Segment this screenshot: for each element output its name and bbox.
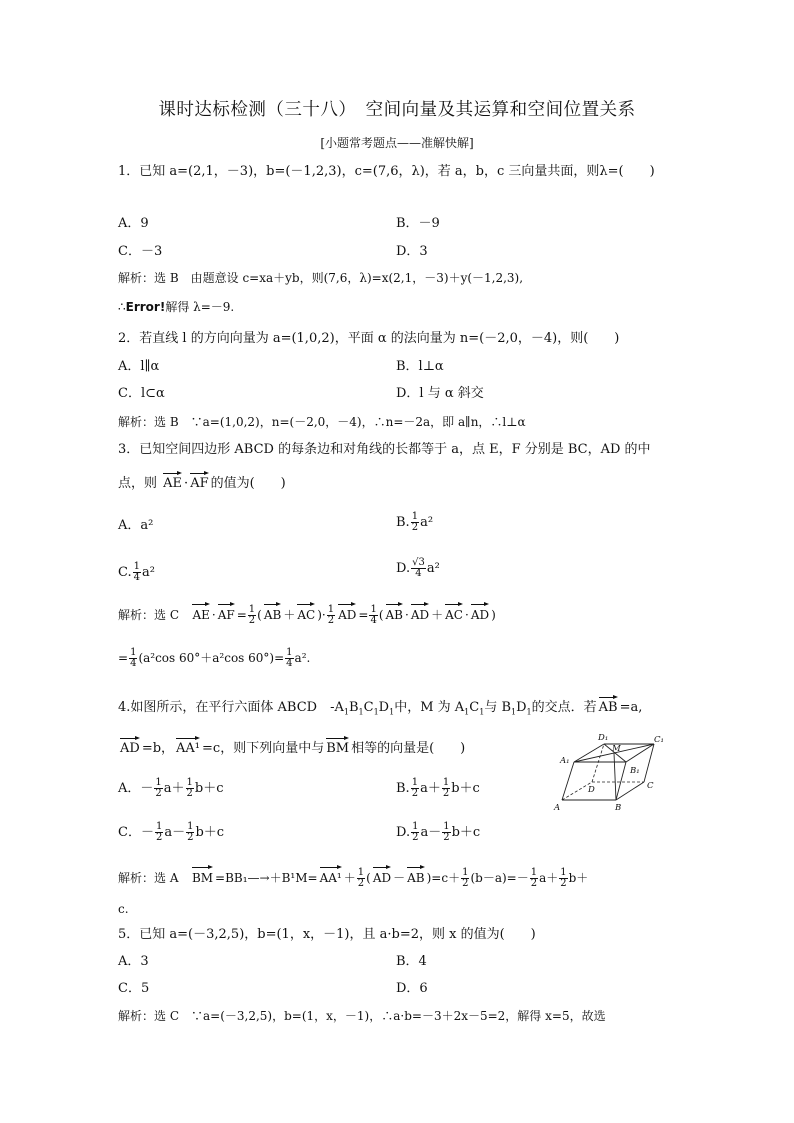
q4-option-d: D. $\frac{1}{2}$ a－ $\frac{1}{2}$ b＋c (396, 821, 481, 843)
q2-option-d: D．l 与 α 斜交 (396, 386, 484, 401)
figure-label-d1: D₁ (598, 733, 609, 743)
q2-stem: 2．若直线 l 的方向向量为 a=(1,0,2)，平面 α 的法向量为 n=(－2,0，－4)，则( ) (118, 331, 620, 346)
q2-option-b: B．l⊥α (396, 359, 444, 374)
q2-option-a: A．l∥α (118, 359, 160, 374)
figure-label-c1: C₁ (654, 735, 664, 745)
vector-bm: BM (326, 737, 349, 757)
figure-label-a: A (554, 803, 561, 813)
figure-label-c: C (647, 781, 654, 791)
q3-option-c (118, 562, 155, 583)
q1-stem: 1．已知 a=(2,1，－3)，b=(－1,2,3)，c=(7,6，λ)，若 a，b，c 三向量共面，则λ=( ) (118, 164, 655, 179)
q4-stem-line1: 4.如图所示，在平行六面体 ABCD $-A_1B_1C_1D_1$中，M 为 $A_1C_1$与 $B_1D_1$的交点．若 AB =a, (118, 696, 642, 716)
q2-solution: 解析：选 B ∵a=(1,0,2)，n=(－2,0，－4)，∴n=－2a，即 a∥n，∴l⊥α (118, 415, 526, 429)
figure-label-a1: A₁ (560, 756, 570, 766)
parallelepiped-figure (552, 730, 670, 814)
option-letter: B. (396, 515, 410, 530)
q3-stem-suffix: 的值为( ) (210, 476, 286, 491)
q1-solution-line2 (118, 299, 234, 315)
vector-aa1: AA¹ (176, 737, 200, 757)
figure-label-b1: B₁ (630, 766, 640, 776)
q4-option-c: C．－ $\frac{1}{2}$ a－ $\frac{1}{2}$ b＋c (118, 821, 225, 843)
page-title: 课时达标检测（三十八） 空间向量及其运算和空间位置关系 (158, 100, 636, 120)
vector-af: AF (190, 472, 208, 492)
q1-option-c: C．－3 (118, 244, 163, 259)
q3-solution-line2: = $\frac{1}{4}$ (a²cos 60°＋a²cos 60°)= $\frac{1}{4}$ a². (118, 647, 311, 669)
vector-ab: AB (599, 696, 618, 716)
q3-stem-line2 (118, 472, 286, 492)
q5-stem: 5．已知 a=(－3,2,5)，b=(1，x，－1)，且 a·b=2，则 x 的值为( ) (118, 927, 536, 942)
q3-option-a: A．a² (118, 518, 154, 533)
q5-option-c: C．5 (118, 981, 150, 996)
q5-option-b: B．4 (396, 954, 427, 969)
q4-solution-line2: c. (118, 902, 129, 916)
fraction-root3-over-4: $\frac{√3}{4}$ (412, 557, 425, 579)
fraction-one-half: $\frac{1}{2}$ (411, 511, 419, 533)
dot-operator: · (184, 476, 189, 491)
vector-ad: AD (120, 737, 140, 757)
therefore-symbol: ∴ (118, 300, 126, 314)
q3-stem-line1: 3．已知空间四边形 ABCD 的每条边和对角线的长都等于 a，点 E，F 分别是 BC，AD 的中 (118, 442, 651, 457)
q5-option-a: A．3 (118, 954, 149, 969)
figure-label-d: D (588, 785, 595, 795)
q2-option-c: C．l⊂α (118, 386, 165, 401)
q3-option-d (396, 558, 440, 579)
error-text: Error! (125, 300, 166, 314)
q4-solution-line1: 解析：选 A BM =BB₁—→＋B¹M= AA¹ ＋ $\frac{1}{2}$ ( AD － AB )=c＋ $\frac{1}{2}$ (b－a)=－ $\frac{1}{2}$ a＋ $\frac{1}{2}$ b＋ (118, 867, 589, 889)
fraction-one-quarter: $\frac{1}{4}$ (133, 561, 140, 583)
a-squared: a² (420, 515, 434, 530)
section-subtitle: [小题常考题点——准解快解] (320, 136, 474, 150)
q1-option-b: B．－9 (396, 216, 440, 231)
q5-solution: 解析：选 C ∵a=(－3,2,5)，b=(1，x，－1)，∴a·b=－3＋2x－5=2，解得 x=5，故选 (118, 1009, 606, 1023)
q1-option-d: D．3 (396, 244, 428, 259)
q4-option-b: B. $\frac{1}{2}$ a＋ $\frac{1}{2}$ b＋c (396, 777, 480, 799)
option-letter: C. (118, 565, 132, 580)
q3-option-b (396, 512, 433, 533)
q3-solution-line1: 解析：选 C AE · AF = $\frac{1}{2}$ ( AB ＋ AC )· $\frac{1}{2}$ AD = $\frac{1}{4}$ ( AB · AD ＋ AC · AD ) (118, 604, 496, 626)
a-squared: a² (142, 565, 155, 580)
q1-option-a: A．9 (118, 216, 149, 231)
figure-label-b: B (615, 803, 622, 813)
a-squared: a² (426, 561, 440, 576)
q1-solution-result: 解得 λ=－9. (165, 300, 235, 314)
q3-solution-label: 解析：选 C (118, 608, 179, 622)
figure-label-m: M (612, 744, 621, 754)
q4-stem-line2: AD =b， AA¹ =c，则下列向量中与 BM 相等的向量是( ) (118, 737, 465, 757)
q3-stem-prefix: 点，则 (118, 476, 158, 491)
q4-option-a: A．－ $\frac{1}{2}$ a＋ $\frac{1}{2}$ b＋c (118, 777, 224, 799)
q1-solution: 解析：选 B 由题意设 c=xa＋yb，则(7,6，λ)=x(2,1，－3)＋y(－1,2,3), (118, 271, 524, 285)
vector-ae: AE (163, 472, 182, 492)
q5-option-d: D．6 (396, 981, 428, 996)
option-letter: D. (396, 561, 411, 576)
